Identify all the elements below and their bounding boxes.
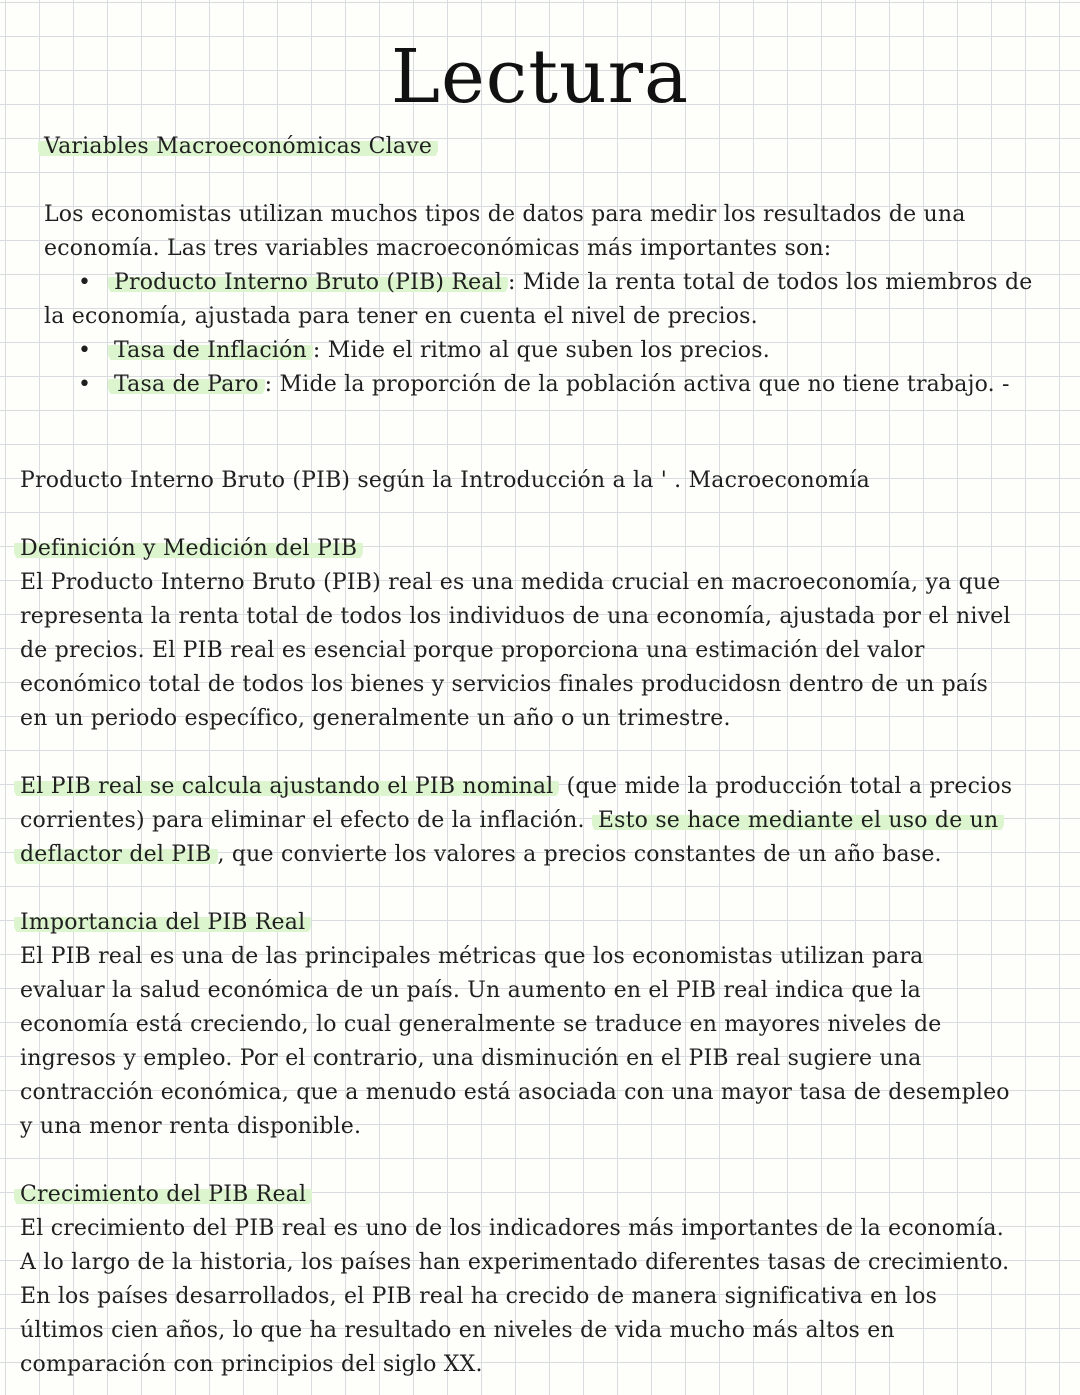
paragraph-line: últimos cien años, lo que ha resultado en niveles de vida mucho más altos en [20,1318,895,1343]
paragraph-line: contracción económica, que a menudo está asociada con una mayor tasa de desempleo [20,1080,1010,1105]
paragraph-line: En los países desarrollados, el PIB real ha crecido de manera significativa en los [20,1284,938,1309]
paragraph-line: deflactor del PIB , que convierte los valores a precios constantes de un año base. [14,838,942,872]
highlighted-term: Producto Interno Bruto (PIB) Real [108,270,508,295]
paragraph-line: y una menor renta disponible. [20,1114,362,1139]
page-title: Lectura [390,34,690,120]
paragraph-line: Los economistas utilizan muchos tipos de datos para medir los resultados de una [44,202,966,227]
section-heading-definicion: Definición y Medición del PIB [14,532,363,566]
highlighted-term: Tasa de Inflación [108,338,313,363]
paragraph-line: economía está creciendo, lo cual generalmente se traduce en mayores niveles de [20,1012,942,1037]
list-item: Producto Interno Bruto (PIB) Real : Mide la renta total de todos los miembros de [108,266,1032,300]
section-heading-variables: Variables Macroeconómicas Clave [38,130,438,164]
paragraph-line: economía. Las tres variables macroeconómicas más importantes son: [44,236,832,261]
highlighted-term: Tasa de Paro [108,372,265,397]
list-item: Tasa de Paro : Mide la proporción de la población activa que no tiene trabajo. - [108,368,1010,402]
paragraph-line: evaluar la salud económica de un país. Un aumento en el PIB real indica que la [20,978,921,1003]
section-heading-importancia: Importancia del PIB Real [14,906,311,940]
paragraph-line: corrientes) para eliminar el efecto de la inflación. Esto se hace mediante el uso de un [20,804,1004,838]
paragraph-line: económico total de todos los bienes y servicios finales producidosn dentro de un país [20,672,988,697]
bullet-dot: • [78,270,91,295]
paragraph-line: El crecimiento del PIB real es uno de los indicadores más importantes de la economía. [20,1216,1004,1241]
bullet-dot: • [78,338,91,363]
paragraph-line: ingresos y empleo. Por el contrario, una disminución en el PIB real sugiere una [20,1046,922,1071]
list-item-continuation: la economía, ajustada para tener en cuenta el nivel de precios. [44,304,758,329]
section-heading-crecimiento: Crecimiento del PIB Real [14,1178,312,1212]
source-line: Producto Interno Bruto (PIB) según la Introducción a la ' . Macroeconomía [20,468,870,493]
list-item: Tasa de Inflación : Mide el ritmo al que suben los precios. [108,334,770,368]
paragraph-line: A lo largo de la historia, los países han experimentado diferentes tasas de crecimiento. [20,1250,1010,1275]
paragraph-line: representa la renta total de todos los individuos de una economía, ajustada por el nivel [20,604,1011,629]
paragraph-line: El Producto Interno Bruto (PIB) real es una medida crucial en macroeconomía, ya que [20,570,1001,595]
paragraph-line: El PIB real se calcula ajustando el PIB nominal (que mide la producción total a precios [14,770,1012,804]
paragraph-line: El PIB real es una de las principales métricas que los economistas utilizan para [20,944,924,969]
bullet-dot: • [78,372,91,397]
paragraph-line: de precios. El PIB real es esencial porque proporciona una estimación del valor [20,638,925,663]
paragraph-line: en un periodo específico, generalmente un año o un trimestre. [20,706,731,731]
paragraph-line: comparación con principios del siglo XX. [20,1352,483,1377]
